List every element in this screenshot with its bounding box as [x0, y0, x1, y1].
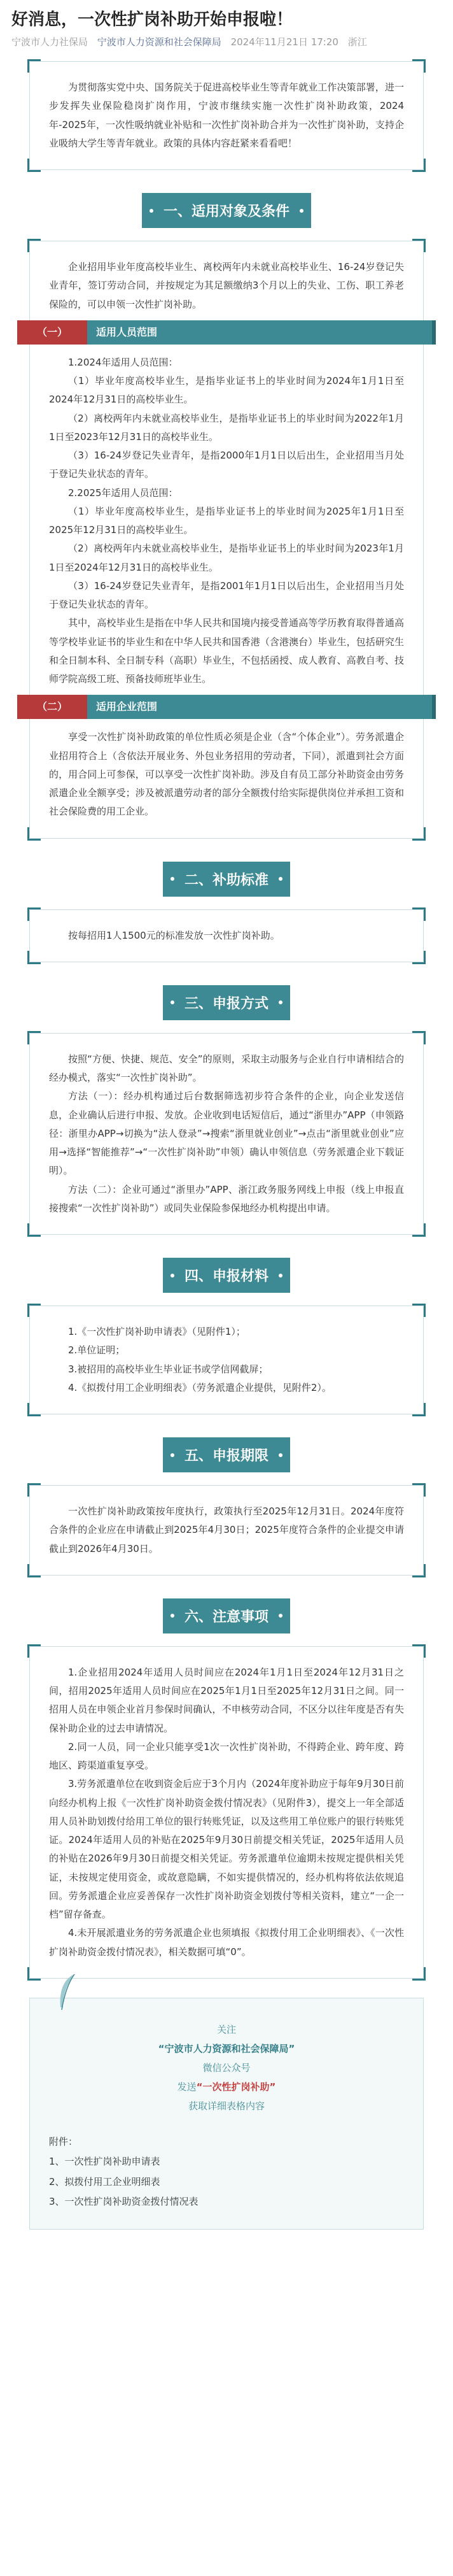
section-5-header: [0, 1437, 453, 1472]
section-3-box: [29, 1033, 424, 1235]
scope-line: 2.2025年适用人员范围：: [68, 487, 178, 499]
section-4-box: [29, 1306, 424, 1414]
subsection-enterprise-scope: （二） 适用企业范围: [17, 695, 436, 719]
meta-location: 浙江: [347, 36, 367, 48]
section-1-title: 一、适用对象及条件: [142, 193, 311, 228]
material-item: 3.被招用的高校毕业生毕业证书或学信网截屏；: [68, 1363, 268, 1375]
section-6-box: [29, 1646, 424, 1979]
account-name: “宁波市人力资源和社会保障局”: [158, 2042, 295, 2054]
method-paragraph: 方法（一）：经办机构通过后台数据筛选初步符合条件的企业，向企业发送信息，企业确认后进行申报、发放。企业收到电话短信后，通过“浙里办”APP（申领路径：浙里办APP→切换为“法人登录”→搜索“浙里就业创业”→点击“浙里就业创业”应用→选择“智能推荐”→“一次性扩岗补助”申领）确认申领信息（劳务派遣企业下载证明）。: [49, 1090, 404, 1177]
scope-line: （1）毕业年度高校毕业生，是指毕业证书上的毕业时间为2025年1月1日至2025年12月31日的高校毕业生。: [49, 505, 404, 536]
wechat-label: 微信公众号: [202, 2061, 251, 2074]
intro-box: [29, 61, 424, 170]
scope-line: （3）16-24岁登记失业青年，是指2001年1月1日以后出生，企业招用当月处于登记失业状态的青年。: [49, 580, 404, 611]
section-1-intro: 企业招用毕业年度高校毕业生、离校两年内未就业高校毕业生、16-24岁登记失业青年，签订劳动合同，并按规定为其足额缴纳3个月以上的失业、工伤、职工养老保险的，可以申领一次性扩岗补助。: [49, 261, 404, 310]
meta-source: 宁波市人力社保局: [11, 36, 88, 48]
section-3-header: [0, 985, 453, 1020]
section-4-title: 四、申报材料: [163, 1258, 290, 1293]
attachments-list: [30, 2126, 423, 2229]
scope-line: （3）16-24岁登记失业青年，是指2000年1月1日以后出生，企业招用当月处于登记失业状态的青年。: [49, 450, 404, 480]
notice-item: 2.同一人员，同一企业只能享受1次一次性扩岗补助，不得跨企业、跨年度、跨地区、跨渠道重复享受。: [49, 1740, 404, 1772]
section-5-box: [29, 1485, 424, 1576]
section-2-title: 二、补助标准: [163, 862, 290, 897]
feather-pen-icon: [55, 1973, 81, 2011]
send-keyword-line: 发送“一次性扩岗补助”: [177, 2081, 276, 2093]
subsidy-standard-text: 按每招用1人1500元的标准发放一次性扩岗补助。: [68, 929, 280, 941]
attachments-label: 附件：: [49, 2135, 78, 2147]
get-forms-label: 获取详细表格内容: [188, 2100, 265, 2112]
article-title: 好消息，一次性扩岗补助开始申报啦！: [11, 10, 293, 29]
section-3-title: 三、申报方式: [163, 985, 290, 1020]
material-item: 4.《拟拨付用工企业明细表》（劳务派遣企业提供，见附件2）。: [68, 1381, 331, 1393]
scope-line: （1）毕业年度高校毕业生，是指毕业证书上的毕业时间为2024年1月1日至2024年12月31日的高校毕业生。: [49, 375, 404, 406]
scope-line: 1.2024年适用人员范围：: [68, 356, 178, 368]
notice-item: 3.劳务派遣单位在收到资金后应于3个月内（2024年度补助应于每年9月30日前向经办机构上报《一次性扩岗补助资金拨付情况表》（见附件3），提交上一年全部适用人员补助划拨付给用工单位的银行转账凭证，以及这些用工单位账户的银行转账凭证。2024年适用人员的补贴在2025年9月30日前提交相关凭证，2025年适用人员的补贴在2026年9月30日前提交相关凭证。劳务派遣单位逾期未按规定提供相关凭证，未按规定使用资金，或故意隐瞒，不如实提供情况的，经办机构将依法依规追回。劳务派遣企业应妥善保存一次性扩岗补助资金划拨付等相关资料，建立“一企一档”留存备查。: [49, 1778, 404, 1921]
section-6-title: 六、注意事项: [163, 1598, 290, 1633]
footer-box: [29, 1998, 424, 2230]
section-4-header: [0, 1258, 453, 1293]
method-paragraph: 方法（二）：企业可通过“浙里办”APP、浙江政务服务网线上申报（线上申报直接搜索“一次性扩岗补助”）或同失业保险参保地经办机构提出申请。: [49, 1183, 404, 1214]
section-5-title: 五、申报期限: [163, 1437, 290, 1472]
section-2-box: [29, 909, 424, 962]
attachment-item[interactable]: 1、一次性扩岗补助申请表: [49, 2156, 160, 2168]
section-6-header: [0, 1598, 453, 1633]
meta-account-link[interactable]: 宁波市人力资源和社会保障局: [97, 36, 221, 48]
attachment-item[interactable]: 2、拟拨付用工企业明细表: [49, 2175, 160, 2188]
method-paragraph: 按照“方便、快捷、规范、安全”的原则，采取主动服务与企业自行申请相结合的经办模式，落实“一次性扩岗补助”。: [49, 1053, 404, 1084]
article-meta: [0, 35, 453, 61]
section-1-box: [29, 241, 424, 839]
material-item: 2.单位证明；: [68, 1344, 125, 1356]
enterprise-scope-text: 享受一次性扩岗补助政策的单位性质必须是企业（含“个体企业”）。劳务派遣企业招用符合上（含依法开展业务、外包业务招用的劳动者，下同），派遣到社会方面的，用合同上可参保，可以享受一次性扩岗补助。涉及自有员工部分补助资金由劳务派遣企业全额享受；涉及被派遣劳动者的部分全额拨付给实际提供岗位并承担工资和社会保险费的用工企业。: [49, 731, 404, 818]
notice-item: 1.企业招用2024年适用人员时间应在2024年1月1日至2024年12月31日之间，招用2025年适用人员时间应在2025年1月1日至2025年12月31日之间。同一招用人员在申领企业首月参保时间确认，不申核劳动合同，不区分以往年度是否有失保补助企业的过去申请情况。: [49, 1666, 404, 1734]
notice-item: 4.未开展派遣业务的劳务派遣企业也须填报《拟拨付用工企业明细表》、《一次性扩岗补助资金拨付情况表》，相关数据可填“0”。: [49, 1927, 404, 1958]
follow-label: 关注: [216, 2023, 236, 2035]
scope-line: 其中，高校毕业生是指在中华人民共和国境内接受普通高等学历教育取得普通高等学校毕业证书的毕业生和在中华人民共和国香港（含港澳台）毕业生，包括研究生和全日制本科、全日制专科（高职）毕业生，不包括函授、成人教育、高教自考、技师学院高级工班、预备技师班毕业生。: [49, 617, 404, 685]
section-2-header: [0, 862, 453, 897]
scope-line: （2）离校两年内未就业高校毕业生，是指毕业证书上的毕业时间为2023年1月1日至2024年12月31日的高校毕业生。: [49, 543, 404, 573]
meta-datetime: 2024年11月21日 17:20: [230, 36, 338, 48]
material-item: 1.《一次性扩岗补助申请表》（见附件1）；: [68, 1326, 246, 1338]
deadline-text: 一次性扩岗补助政策按年度执行，政策执行至2025年12月31日。2024年度符合条件的企业应在申请截止到2025年4月30日；2025年度符合条件的企业提交申请截止到2026年4月30日。: [49, 1505, 404, 1555]
attachment-item[interactable]: 3、一次性扩岗补助资金拨付情况表: [49, 2196, 199, 2208]
intro-text: 为贯彻落实党中央、国务院关于促进高校毕业生等青年就业工作决策部署，进一步发挥失业保险稳岗扩岗作用，宁波市继续实施一次性扩岗补助政策，2024年-2025年，一次性吸纳就业补贴和一次性扩岗补助合并为一次性扩岗补助，支持企业吸纳大学生等青年就业。政策的具体内容赶紧来看看吧！: [49, 82, 404, 149]
section-1-header: [0, 193, 453, 228]
subsection-personnel-scope: （一） 适用人员范围: [17, 320, 436, 345]
scope-line: （2）离校两年内未就业高校毕业生，是指毕业证书上的毕业时间为2022年1月1日至2023年12月31日的高校毕业生。: [49, 412, 404, 443]
keyword: “一次性扩岗补助”: [196, 2081, 276, 2093]
